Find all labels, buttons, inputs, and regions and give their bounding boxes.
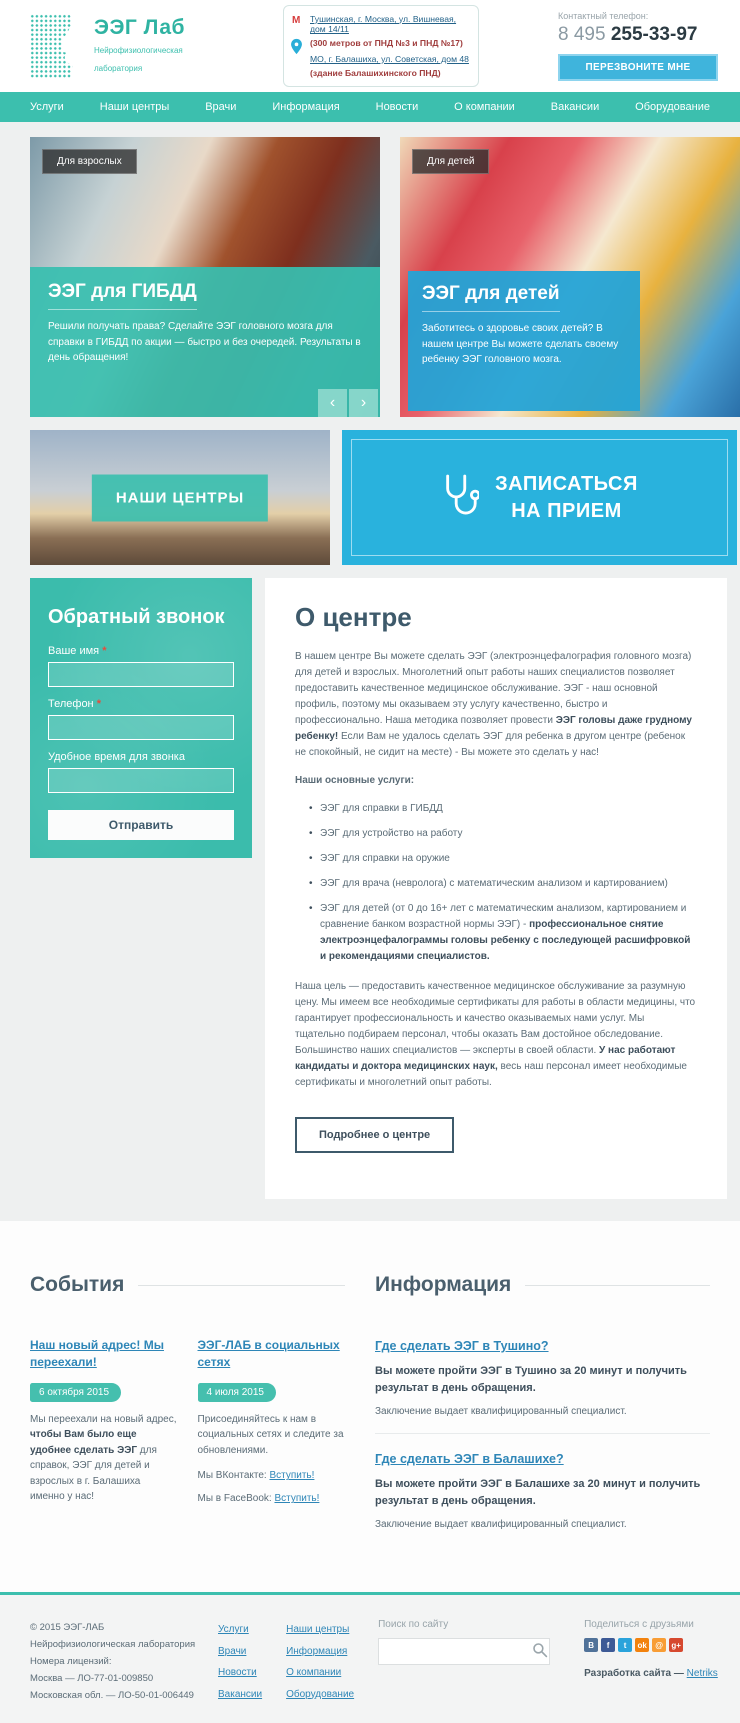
event-link-social[interactable]: ЭЭГ-ЛАБ в социальных сетях (197, 1338, 340, 1370)
slide-text-gibdd: Решили получать права? Сделайте ЭЭГ головного мозга для справки в ГИБДД по акции — быстро и без очередей. Результаты в день обращения! (48, 321, 361, 363)
hero-slider (30, 137, 740, 417)
site-logo[interactable] (30, 14, 255, 78)
appointment-label: ЗАПИСАТЬСЯ НА ПРИЕМ (495, 472, 638, 522)
footer-link-about[interactable]: О компании (286, 1667, 342, 1678)
footer-link-equipment[interactable]: Оборудование (286, 1688, 355, 1700)
license-moscow: Москва — ЛО-77-01-009850 (30, 1673, 154, 1685)
mailru-icon[interactable]: @ (652, 1638, 666, 1652)
search-label: Поиск по сайту (378, 1619, 449, 1630)
twitter-icon[interactable]: t (618, 1638, 632, 1652)
slide-title-kids: ЭЭГ для детей (422, 283, 560, 312)
event-item (30, 1337, 178, 1505)
footer-copyright-block (30, 1619, 218, 1723)
info-link-balashikha[interactable]: Где сделать ЭЭГ в Балашихе? (375, 1452, 564, 1466)
events-column (30, 1273, 345, 1546)
time-label: Удобное время для звонка (48, 751, 185, 763)
nav-about[interactable]: О компании (454, 101, 515, 113)
address-balashikha-note: (здание Балашихинского ПНД) (310, 67, 441, 78)
events-title: События (30, 1273, 125, 1296)
copyright: © 2015 ЭЭГ-ЛАБ (30, 1622, 105, 1633)
vk-join-link[interactable]: Вступить! (269, 1470, 315, 1482)
service-item: • ЭЭГ для детей (от 0 до 16+ лет с математическим анализом, картированием и сравнение банком возрастной нормы ЭЭГ) - профессиональное снятие электроэнцефалограммы головы ребенку с последующей расшифровкой и рекомендациями специалистов. (309, 901, 697, 965)
site-header (0, 0, 740, 92)
facebook-icon[interactable]: f (601, 1638, 615, 1652)
logo-face-icon (30, 14, 86, 78)
submit-button[interactable]: Отправить (48, 810, 234, 840)
licenses-label: Номера лицензий: (30, 1656, 112, 1668)
callback-form (30, 578, 252, 858)
info-item: Где сделать ЭЭГ в Тушино? Вы можете пройти ЭЭГ в Тушино за 20 минут и получить результат в день обращения. Заключение выдает квалифицированный специалист. (375, 1337, 710, 1434)
event-date-badge: 6 октября 2015 (30, 1383, 121, 1402)
footer-link-doctors[interactable]: Врачи (218, 1645, 247, 1657)
vk-icon[interactable]: В (584, 1638, 598, 1652)
service-item: • ЭЭГ для устройство на работу (309, 826, 697, 842)
slide-text-kids: Заботитесь о здоровье своих детей? В нашем центре Вы можете сделать своему ребенку ЭЭГ головного мозга. (422, 323, 619, 365)
share-label: Поделиться с друзьями (584, 1619, 694, 1630)
phone-field-label: Телефон * (48, 698, 101, 710)
metro-icon: М (292, 14, 301, 26)
service-item: • ЭЭГ для справки на оружие (309, 851, 697, 867)
event-item: ЭЭГ-ЛАБ в социальных сетях 4 июля 2015 Присоединяйтесь к нам в социальных сетях и следите за обновлениями. Мы ВКонтакте: Вступить! Мы в FaceBook: Вступить! (197, 1338, 344, 1505)
event-link-new-address[interactable]: Наш новый адрес! Мы переехали! (30, 1338, 164, 1370)
event-text: Мы переехали на новый адрес, чтобы Вам было еще удобнее сделать ЭЭГ для справок, ЭЭГ для детей и взрослых в г. Балашиха именно у нас! (30, 1413, 177, 1503)
phone-label: Контактный телефон: (558, 11, 649, 21)
name-input[interactable] (48, 662, 234, 687)
information-column (375, 1273, 710, 1546)
info-item: Где сделать ЭЭГ в Балашихе? Вы можете пройти ЭЭГ в Балашихе за 20 минут и получить результат в день обращения. Заключение выдает квалифицированный специалист. (375, 1452, 701, 1530)
nav-doctors[interactable]: Врачи (205, 101, 237, 113)
information-title: Информация (375, 1273, 512, 1296)
footer-link-services[interactable]: Услуги (218, 1624, 249, 1635)
slide-eeg-gibdd[interactable] (30, 137, 380, 417)
about-paragraph-2: Наша цель — предоставить качественное медицинское обслуживание за разумную цену. Мы имеем все необходимые сертификаты для работы в области медицины, что гарантирует профессиональность и качество оказываемых нами услуг. Мы тщательно подбираем персонал, чтобы оказать Вам достойное обследование. Большинство наших специалистов — эксперты в своей области. У нас работают кандидаты и доктора медицинских наук, весь наш персонал имеет необходимые сертификаты и многолетний опыт работы. (295, 981, 696, 1088)
address-balashikha-link[interactable]: МО, г. Балашиха, ул. Советская, дом 48 (310, 53, 469, 64)
our-centers-button[interactable]: НАШИ ЦЕНТРЫ (92, 474, 268, 521)
services-list (309, 801, 697, 965)
search-icon[interactable] (532, 1642, 548, 1661)
logo-title: ЭЭГ Лаб (94, 16, 186, 39)
footer-links-col2 (286, 1619, 354, 1723)
about-center-card (265, 578, 727, 1199)
slider-prev-button[interactable]: ‹ (318, 389, 347, 417)
address-moscow-note: (300 метров от ПНД №3 и ПНД №17) (310, 38, 463, 49)
footer-link-news[interactable]: Новости (218, 1667, 257, 1678)
footer-search-block (378, 1619, 558, 1723)
nav-vacancies[interactable]: Вакансии (550, 101, 600, 113)
stethoscope-icon (441, 473, 479, 522)
nav-equipment[interactable]: Оборудование (635, 101, 710, 113)
slide-eeg-kids[interactable] (400, 137, 740, 417)
address-box (283, 5, 479, 88)
service-item: • ЭЭГ для справки в ГИБДД (309, 801, 697, 817)
phone-number: 8 495 255-33-97 (558, 24, 698, 45)
footer-link-information[interactable]: Информация (286, 1645, 348, 1657)
address-moscow-link[interactable]: Тушинская, г. Москва, ул. Вишневая, дом 14/11 (310, 13, 457, 35)
services-list-title: Наши основные услуги: (295, 775, 415, 786)
site-footer (0, 1592, 740, 1723)
callback-form-title: Обратный звонок (48, 606, 225, 628)
phone-input[interactable] (48, 715, 234, 740)
fb-join-link[interactable]: Вступить! (274, 1493, 320, 1505)
nav-centers[interactable]: Наши центры (99, 101, 170, 113)
license-region: Московская обл. — ЛО-50-01-006449 (30, 1690, 194, 1702)
about-paragraph-1: В нашем центре Вы можете сделать ЭЭГ (электроэнцефалография головного мозга) для детей и взрослых. Многолетний опыт работы наших специалистов позволяет предоставить качественное медицинское обслуживание. ЭЭГ - наш основной профиль, поэтому мы оказываем эту услугу качественно, быстро и профессионально. Наша методика позволяет провести ЭЭГ головы даже грудному ребенку! Если Вам не удалось сделать ЭЭГ для ребенка в другом центре (ребенок не спокойный, не сидит на месте) - Вы можете это сделать у нас! (295, 651, 692, 758)
call-me-back-button[interactable]: ПЕРЕЗВОНИТЕ МНЕ (558, 54, 718, 81)
name-label: Ваше имя * (48, 645, 107, 657)
banner-row (30, 430, 740, 565)
footer-link-vacancies[interactable]: Вакансии (218, 1688, 263, 1700)
footer-share-block (584, 1619, 718, 1723)
slide-badge-kids: Для детей (412, 149, 489, 174)
footer-links-col1 (218, 1619, 262, 1723)
main-navigation (0, 92, 740, 122)
slider-next-button[interactable]: › (349, 389, 378, 417)
time-input[interactable] (48, 768, 234, 793)
googleplus-icon[interactable]: g+ (669, 1638, 683, 1652)
slide-title-gibdd: ЭЭГ для ГИБДД (48, 281, 197, 310)
about-title: О центре (295, 602, 412, 632)
more-about-center-button[interactable]: Подробнее о центре (295, 1117, 454, 1153)
info-link-tushino[interactable]: Где сделать ЭЭГ в Тушино? (375, 1339, 549, 1353)
nav-news[interactable]: Новости (375, 101, 419, 113)
news-info-section (0, 1221, 740, 1592)
nav-services[interactable]: Услуги (30, 101, 64, 113)
nav-information[interactable]: Информация (272, 101, 340, 113)
odnoklassniki-icon[interactable]: ok (635, 1638, 649, 1652)
logo-subtitle: Нейрофизиологическая лаборатория (94, 46, 183, 73)
contact-phone-block (558, 11, 718, 81)
map-pin-icon (290, 38, 303, 58)
event-text: Присоединяйтесь к нам в социальных сетях и следите за обновлениями. (197, 1413, 344, 1456)
search-input[interactable] (378, 1638, 550, 1665)
slide-badge-adults: Для взрослых (42, 149, 137, 174)
make-appointment-banner[interactable] (342, 430, 737, 565)
developer-credit: Разработка сайта — Netriks (584, 1668, 718, 1679)
our-centers-banner (30, 430, 330, 565)
netriks-link[interactable]: Netriks (686, 1668, 718, 1679)
event-date-badge: 4 июля 2015 (198, 1383, 276, 1402)
lab-name: Нейрофизиологическая лаборатория (30, 1639, 196, 1651)
footer-link-centers[interactable]: Наши центры (286, 1624, 350, 1635)
service-item: • ЭЭГ для врача (невролога) с математическим анализом и картированием) (309, 876, 697, 892)
